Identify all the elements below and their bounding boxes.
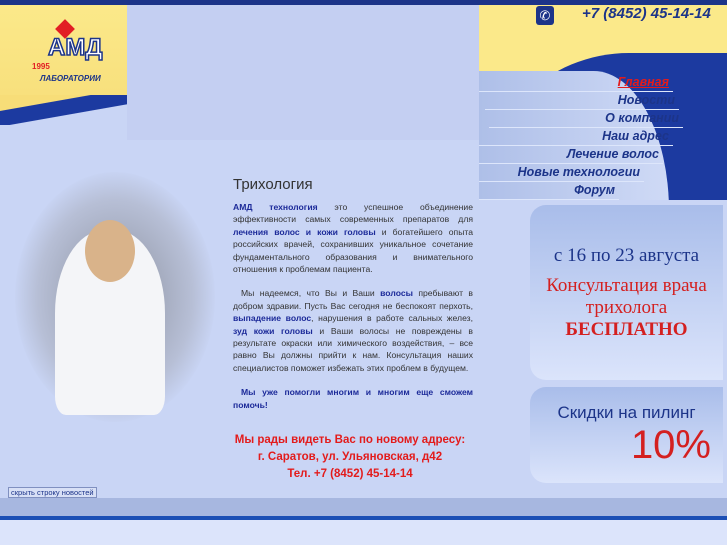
text: пребывают в добром здравии. Пусть Вас сегодня не беспокоят перхоть, [233, 288, 473, 311]
menu-item-new-tech[interactable]: Новые технологии [479, 164, 644, 182]
menu [479, 71, 679, 200]
header-center [127, 5, 479, 140]
text: Мы надеемся, что Вы и Ваши [241, 288, 381, 299]
promo-line2: трихолога [585, 297, 668, 318]
address-street: г. Саратов, ул. Ульяновская, д42 [257, 451, 443, 463]
address-block [225, 432, 475, 483]
paragraph-3: Мы уже помогли многим и многим еще сможем помочь! [233, 387, 473, 410]
text: и богатейшего опыта российских врачей, сохранивших уникальное сочетание фундаментального образования и внимательного отношения к проблемам пациента. [233, 226, 474, 275]
menu-item-address[interactable]: Наш адрес [479, 128, 673, 146]
promo-line1: Консультация врача [546, 275, 707, 296]
promo-consultation[interactable] [530, 205, 723, 380]
logo[interactable] [28, 22, 113, 92]
link-hair-loss[interactable]: выпадение волос [233, 313, 312, 324]
menu-item-forum[interactable]: Форум [479, 182, 619, 200]
address-phone: Тел. +7 (8452) 45-14-14 [287, 468, 413, 480]
news-ticker-bar [0, 498, 727, 516]
address-heading: Мы рады видеть Вас по новому адресу: [234, 434, 466, 446]
paragraph-1 [233, 201, 473, 275]
promo-peeling-text: Скидки на пилинг [557, 403, 696, 422]
promo-peeling[interactable] [530, 387, 723, 483]
logo-subtitle: ЛАБОРАТОРИИ [40, 74, 101, 83]
logo-swoosh [0, 95, 127, 125]
link-scalp-itch[interactable]: зуд кожи головы [233, 325, 313, 336]
menu-item-home[interactable]: Главная [479, 74, 673, 92]
link-amd-tech[interactable]: АМД технология [233, 202, 318, 212]
menu-item-news[interactable]: Новости [485, 92, 679, 110]
article-body [233, 201, 473, 411]
hide-news-button[interactable]: скрыть строку новостей [8, 487, 97, 498]
text: это успешное объединение эффективности самых современных препаратов для [233, 202, 473, 225]
doctor-photo-head [85, 220, 135, 282]
promo-dates: с 16 по 23 августа [553, 245, 700, 266]
text: , нарушения в работе сальных желез, [311, 313, 473, 324]
page-title: Трихология [233, 176, 313, 193]
link-hair[interactable]: волосы [380, 288, 413, 299]
logo-year: 1995 [32, 62, 50, 71]
link-hair-treatment[interactable]: лечения волос и кожи головы [233, 226, 376, 237]
text: и Ваши волосы не повреждены в результате окраски или химического воздействия, – все равно Вы должны прийти к нам. Консультация наших специалистов поможет избежать этих проблем в будущем. [233, 325, 473, 373]
promo-peeling-value: 10% [630, 423, 711, 467]
menu-item-about[interactable]: О компании [489, 110, 683, 128]
paragraph-2 [233, 287, 473, 374]
menu-item-hair-treatment[interactable]: Лечение волос [479, 146, 663, 164]
header-phone: +7 (8452) 45-14-14 [582, 5, 711, 22]
navigation-panel [479, 5, 727, 200]
footer [0, 520, 727, 545]
phone-icon: ✆ [536, 6, 554, 25]
logo-text: АМД [48, 34, 103, 61]
promo-free: БЕСПЛАТНО [565, 319, 688, 340]
